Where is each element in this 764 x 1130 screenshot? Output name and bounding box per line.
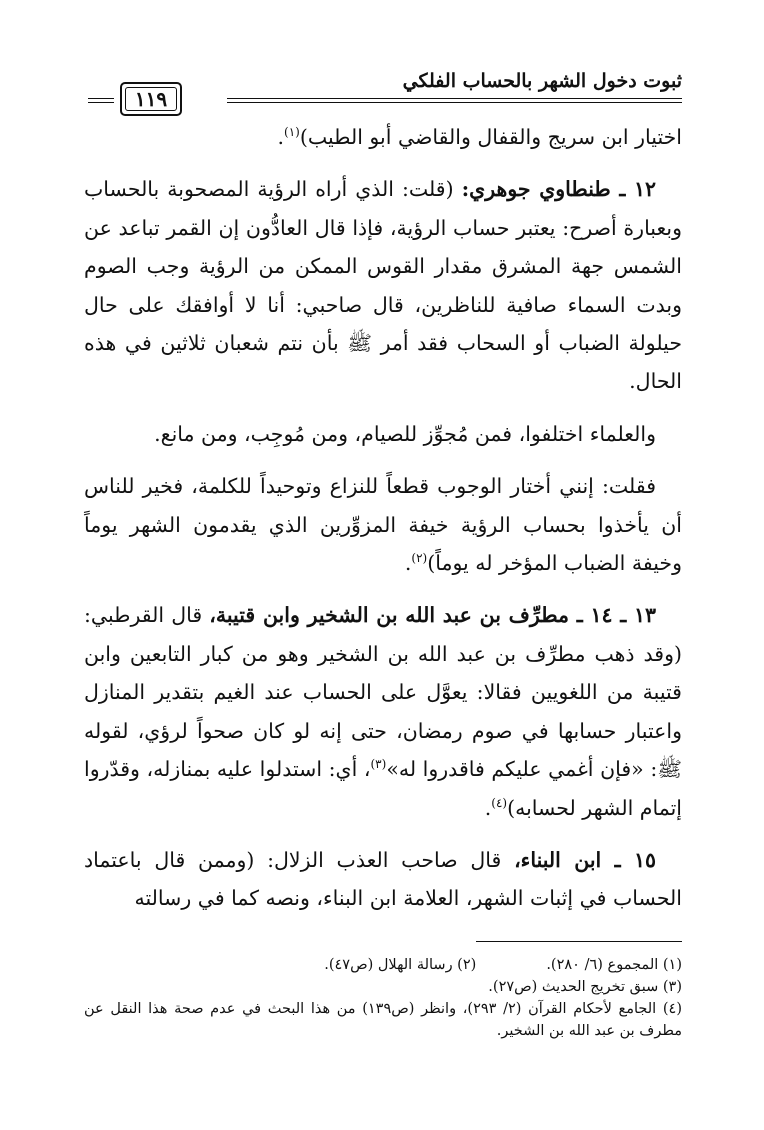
footnote-ref-3: (٣) xyxy=(370,757,387,772)
paragraph-5: ١٣ ـ ١٤ ـ مطرِّف بن عبد الله بن الشخير وابن قتيبة، قال القرطبي: (وقد ذهب مطرِّف بن عبد الله بن الشخير وهو من كبار التابعين وابن قتيبة من اللغويين فقالا: يعوَّل على الحساب عند الغيم بتقدير المنازل واعتبار حسابها في صوم رمضان، حتى إنه لو كان صحواً لرؤي، لقوله ﷺ: «فإن أغمي عليكم فاقدروا له»$^{(٣)}$، أي: استدلوا عليه بمنازله، وقدّروا إتمام الشهر لحسابه)$^{(٤)}$. xyxy=(84,603,682,820)
header-rule-right xyxy=(227,98,682,103)
footnote-2: (٢) رسالة الهلال (ص٤٧). xyxy=(324,957,477,973)
page-header xyxy=(88,70,682,114)
footnote-3: (٣) سبق تخريج الحديث (ص٢٧). xyxy=(488,979,682,995)
running-title: ثبوت دخول الشهر بالحساب الفلكي xyxy=(402,70,682,92)
footnote-1: (١) المجموع (٦/ ٢٨٠). xyxy=(546,957,682,973)
section-heading-15: ١٥ ـ ابن البناء، xyxy=(514,847,656,872)
section-heading-13-14: ١٣ ـ ١٤ ـ مطرِّف بن عبد الله بن الشخير وابن قتيبة، xyxy=(209,603,656,628)
section-heading-12: ١٢ ـ طنطاوي جوهري: xyxy=(461,177,656,202)
paragraph-6: ١٥ ـ ابن البناء، قال صاحب العذب الزلال: (وممن قال باعتماد الحساب في إثبات الشهر، العلامة ابن البناء، ونصه كما في رسالته xyxy=(84,847,682,911)
footnote-ref-1: (١) xyxy=(284,125,300,140)
header-rule-left xyxy=(88,98,114,103)
page-number-text: ١١٩ xyxy=(134,87,168,111)
footnote-4: (٤) الجامع لأحكام القرآن (٢/ ٢٩٣)، وانظر (ص١٣٩) من هذا البحث في عدم صحة هذا النقل عن مطرف بن عبد الله بن الشخير. xyxy=(84,1001,682,1039)
paragraph-1: اختيار ابن سريج والقفال والقاضي أبو الطيب)$^{(١)}$. xyxy=(277,125,682,149)
footnote-ref-4: (٤) xyxy=(491,795,508,810)
paragraph-2: ١٢ ـ طنطاوي جوهري: (قلت: الذي أراه الرؤية المصحوبة بالحساب وبعبارة أصرح: يعتبر حساب الرؤية، فإذا قال العادُّون إن القمر تباعد عن الشمس جهة المشرق مقدار القوس الممكن من الرؤية وجب الصوم وبدت السماء صافية للناظرين، قال صاحبي: أنا لا أوافقك على حال حيلولة الضباب أو السحاب فقد أمر ﷺ بأن نتم شعبان ثلاثين في هذه الحال. xyxy=(84,177,682,394)
footnotes xyxy=(84,954,682,1042)
footnote-row-1 xyxy=(84,954,682,976)
footnote-separator xyxy=(476,941,682,942)
footnote-ref-2: (٢) xyxy=(411,551,428,566)
paragraph-4: فقلت: إنني أختار الوجوب قطعاً للنزاع وتوحيداً للكلمة، فخير للناس أن يأخذوا بحساب الرؤية خيفة المزوِّرين الذي يقدمون الشهر يوماً وخيفة الضباب المؤخر له يوماً)$^{(٢)}$. xyxy=(84,474,682,576)
paragraph-3: والعلماء اختلفوا، فمن مُجوِّز للصيام، ومن مُوجِب، ومن مانع. xyxy=(154,421,656,446)
body-text xyxy=(84,118,682,918)
page-number xyxy=(120,82,182,116)
